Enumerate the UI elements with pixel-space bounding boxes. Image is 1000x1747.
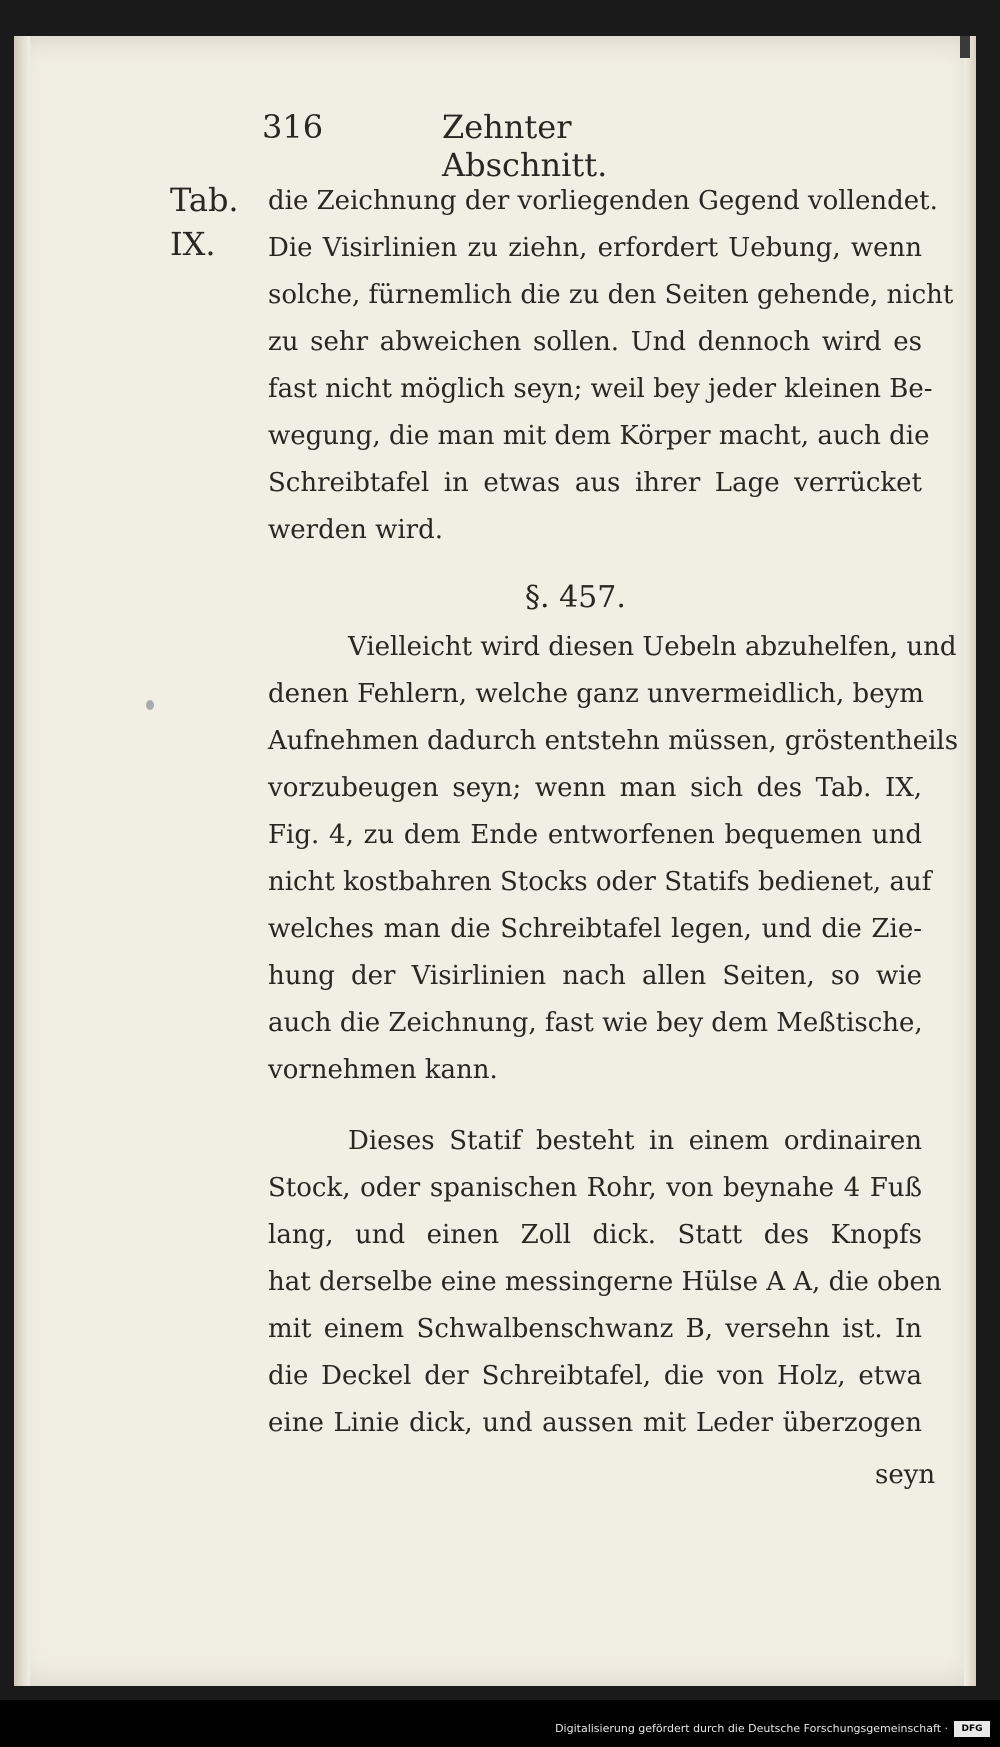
margin-note-line: Tab. [170,181,239,219]
dfg-logo-icon: DFG [954,1721,990,1737]
text-line: vornehmen kann. [268,1055,498,1085]
text-line: fast nicht möglich seyn; weil bey jeder kleinen Be- [268,374,933,404]
text-line: Die Visirlinien zu ziehn, erfordert Uebung, wenn [268,233,922,263]
text-line: Fig. 4, zu dem Ende entworfenen bequemen und [268,820,922,850]
text-line: auch die Zeichnung, fast wie bey dem Meßtische, [268,1008,923,1038]
paragraph-section-457 [268,624,959,1094]
paragraph-continuation [268,178,954,554]
text-line: hat derselbe eine messingerne Hülse A A, die oben [268,1267,942,1297]
text-line: Aufnehmen dadurch entstehn müssen, gröstentheils [268,726,959,756]
text-line: werden wird. [268,515,444,545]
margin-note-line: IX. [170,225,216,263]
page-number: 316 [262,108,324,146]
page-edge [964,36,976,1686]
text-line: nicht kostbahren Stocks oder Statifs bedienet, auf [268,867,932,897]
text-line: lang, und einen Zoll dick. Statt des Knopfs [268,1220,922,1250]
text-line: Stock, oder spanischen Rohr, von beynahe 4 Fuß [268,1173,922,1203]
page-gutter [14,36,30,1686]
section-heading: §. 457. [525,580,626,615]
text-line: eine Linie dick, und aussen mit Leder überzogen [268,1408,922,1438]
text-line: Dieses Statif besteht in einem ordinairen [348,1126,922,1156]
text-line: welches man die Schreibtafel legen, und die Zie- [268,914,922,944]
text-line: vorzubeugen seyn; wenn man sich des Tab. IX, [268,773,922,803]
text-line: denen Fehlern, welche ganz unvermeidlich, beym [268,679,924,709]
text-line: mit einem Schwalbenschwanz B, versehn ist. In [268,1314,922,1344]
margin-note [170,178,250,266]
funding-credit: Digitalisierung gefördert durch die Deutsche Forschungsgemeinschaft · [555,1722,948,1735]
text-line: die Deckel der Schreibtafel, die von Holz, etwa [268,1361,922,1391]
text-line: hung der Visirlinien nach allen Seiten, so wie [268,961,922,991]
text-line: Schreibtafel in etwas aus ihrer Lage verrücket [268,468,922,498]
page-header [262,108,738,184]
digitization-footer [0,1700,1000,1747]
paragraph-statif [268,1118,942,1447]
corner-mark [960,36,970,58]
text-line: die Zeichnung der vorliegenden Gegend vollendet. [268,186,938,216]
text-line: solche, fürnemlich die zu den Seiten gehende, nicht [268,280,954,310]
text-line: wegung, die man mit dem Körper macht, auch die [268,421,930,451]
running-title: Zehnter Abschnitt. [442,108,608,184]
text-line: Vielleicht wird diesen Uebeln abzuhelfen, und [348,632,957,662]
ink-spot [146,700,154,710]
text-line: zu sehr abweichen sollen. Und dennoch wird es [268,327,922,357]
catchword: seyn [875,1460,936,1490]
